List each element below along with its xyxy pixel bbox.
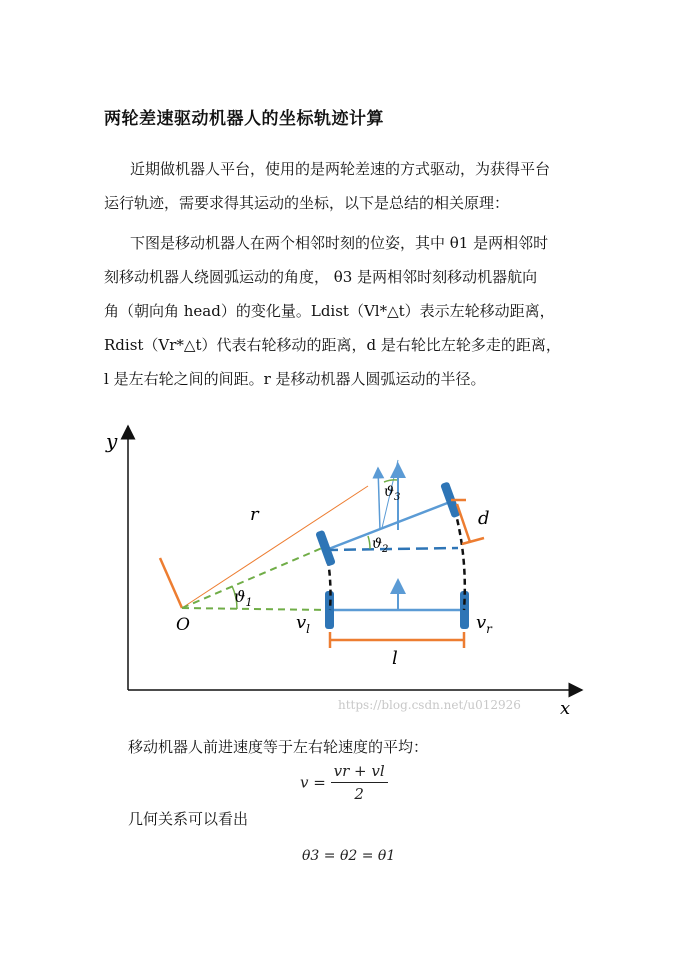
intro-paragraph	[104, 152, 590, 220]
description-line: l 是左右轮之间的间距。r 是移动机器人圆弧运动的半径。	[104, 370, 486, 388]
theta3-arc	[384, 480, 397, 482]
kinematics-diagram	[100, 418, 600, 724]
left-wheel-bottom	[325, 591, 334, 629]
d-label: d	[478, 508, 490, 529]
theta2-arc	[368, 536, 370, 549]
y-axis-label: y	[106, 429, 118, 453]
origin-label: O	[176, 615, 190, 635]
radius-line	[182, 486, 368, 608]
intro-line: 运行轨迹，需要求得其运动的坐标，以下是总结的相关原理：	[104, 194, 510, 212]
theta1-label: $ϑ_1$	[234, 587, 253, 609]
description-paragraph	[104, 226, 590, 396]
description-line: 刻移动机器人绕圆弧运动的角度， θ3 是两相邻时刻移动机器航向	[104, 268, 538, 286]
velocity-fraction	[331, 762, 388, 803]
radius-label: r	[250, 504, 259, 525]
d-span-bottom-tick	[462, 538, 484, 544]
axle-top	[326, 502, 450, 550]
velocity-caption: 移动机器人前进速度等于左右轮速度的平均：	[128, 738, 429, 756]
velocity-lhs: v =	[300, 773, 326, 792]
vr-label: $v_r$	[476, 612, 492, 636]
intro-line: 近期做机器人平台，使用的是两轮差速的方式驱动，为获得平台	[130, 160, 551, 178]
previous-heading-reference	[326, 548, 458, 550]
velocity-numerator: vr + vl	[331, 762, 388, 783]
velocity-denominator: 2	[354, 785, 364, 803]
l-label: l	[392, 648, 398, 669]
theta-formula: θ3 = θ2 = θ1	[302, 848, 396, 864]
x-axis-label: x	[560, 698, 571, 719]
theta3-label: $ϑ_3$	[384, 484, 401, 503]
theta2-label: $ϑ_2$	[372, 536, 389, 555]
heading-arrow-top	[378, 468, 380, 530]
velocity-formula	[300, 762, 388, 803]
page-title: 两轮差速驱动机器人的坐标轨迹计算	[104, 109, 384, 129]
vl-label: $v_l$	[296, 612, 311, 636]
description-line: 下图是移动机器人在两个相邻时刻的位姿，其中 θ1 是两相邻时	[130, 234, 549, 252]
radial-line-2	[182, 608, 328, 610]
watermark: https://blog.csdn.net/u012926	[338, 698, 521, 712]
diagram-svg	[100, 418, 600, 724]
origin-link	[160, 558, 182, 608]
description-line: 角（朝向角 head）的变化量。Ldist（Vl*△t）表示左轮移动距离，	[104, 302, 555, 320]
description-line: Rdist（Vr*△t）代表右轮移动的距离，d 是右轮比左轮多走的距离，	[104, 336, 561, 354]
geometry-caption: 几何关系可以看出	[128, 810, 249, 828]
